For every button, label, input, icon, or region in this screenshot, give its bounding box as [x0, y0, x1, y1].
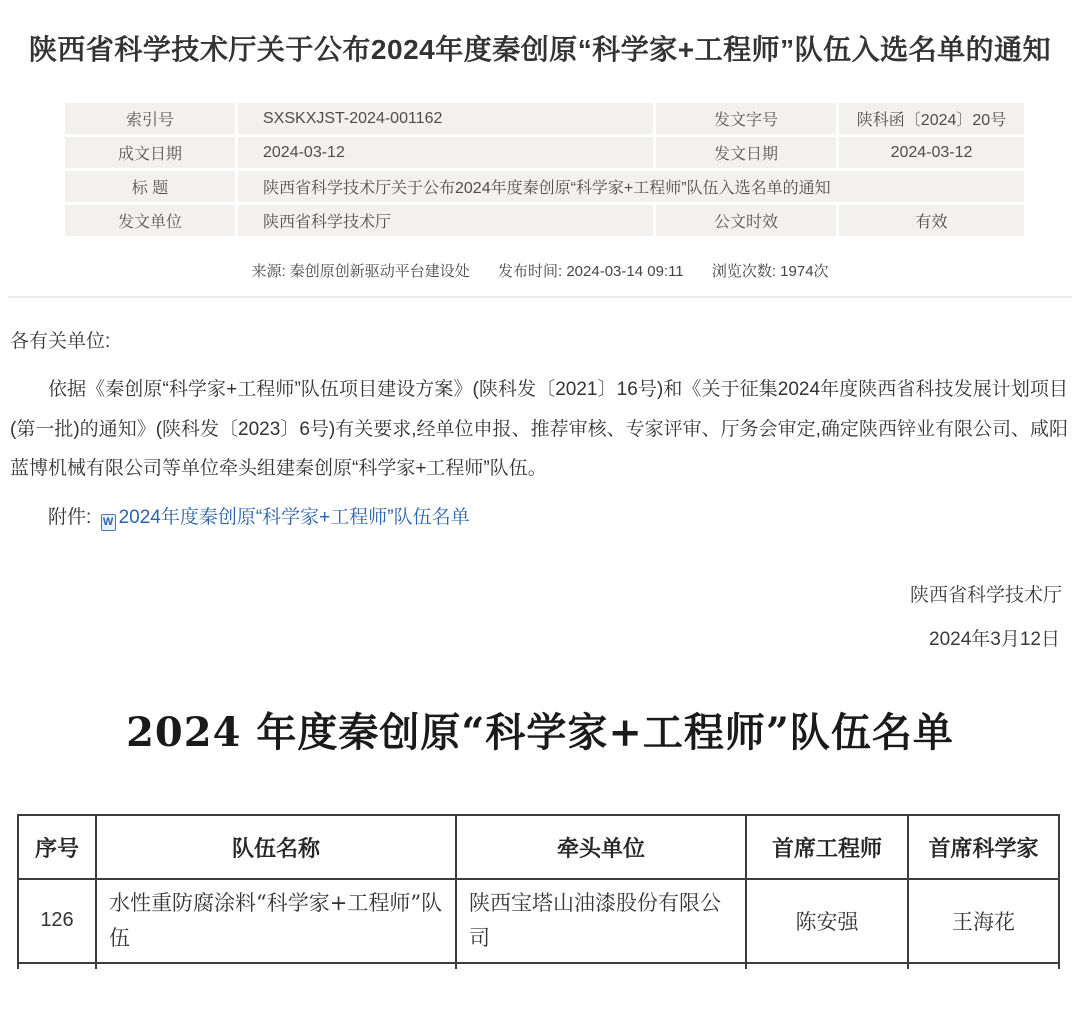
signature-org: 陕西省科学技术厅: [909, 585, 1062, 607]
roster-partial-cell: [456, 963, 746, 969]
header-divider: [8, 296, 1072, 298]
attachment-line: [10, 502, 1068, 534]
roster-cell-chief-scientist: 王海花: [908, 879, 1059, 962]
signature-date: 2024年3月12日: [929, 629, 1060, 651]
roster-partial-cell: [96, 963, 456, 969]
roster-title: 2024 年度秦创原“科学家+工程师”队伍名单: [126, 709, 954, 757]
source-pair: [251, 263, 469, 280]
source-info-line: [0, 260, 1080, 281]
roster-header-chief-engineer: 首席工程师: [746, 815, 908, 879]
signature-block: [0, 580, 1080, 651]
meta-value-index: SXSKXJST-2024-001162: [238, 103, 653, 134]
meta-value-issuer: 陕西省科学技术厅: [238, 205, 653, 236]
word-document-icon: W: [101, 514, 116, 531]
meta-label-doc-number: 发文字号: [656, 103, 836, 134]
meta-label-index: 索引号: [65, 103, 235, 134]
meta-label-validity: 公文时效: [656, 205, 836, 236]
roster-header-team-name: 队伍名称: [96, 815, 456, 879]
roster-partial-cell: [908, 963, 1059, 969]
publish-time-pair: [498, 263, 684, 280]
source-label: 来源:: [251, 263, 286, 280]
document-meta-table: [62, 100, 1027, 239]
meta-value-doc-number: 陕科函〔2024〕20号: [839, 103, 1024, 134]
meta-value-issue-date: 2024-03-12: [839, 137, 1024, 168]
roster-cell-chief-engineer: 陈安强: [746, 879, 908, 962]
document-body: [0, 327, 1080, 534]
meta-label-title: 标 题: [65, 171, 235, 202]
table-row-partial: [18, 963, 1059, 969]
meta-row-issuer: [65, 205, 1024, 236]
roster-header-row: [18, 815, 1059, 879]
roster-header-lead-unit: 牵头单位: [456, 815, 746, 879]
meta-row-index: [65, 103, 1024, 134]
meta-label-issue-date: 发文日期: [656, 137, 836, 168]
attachment-link[interactable]: 2024年度秦创原“科学家+工程师”队伍名单: [118, 506, 470, 528]
meta-label-issuer: 发文单位: [65, 205, 235, 236]
body-paragraph: 依据《秦创原“科学家+工程师”队伍项目建设方案》(陕科发〔2021〕16号)和《关于征集2024年度陕西省科技发展计划项目(第一批)的通知》(陕科发〔2023〕6号)有关要求,经单位申报、推荐审核、专家评审、厅务会审定,确定陕西锌业有限公司、咸阳蓝博机械有限公司等单位牵头组建秦创原“科学家+工程师”队伍。: [10, 379, 1068, 480]
roster-partial-cell: [18, 963, 96, 969]
document-meta-section: [62, 100, 1018, 239]
table-row: [18, 879, 1059, 962]
meta-row-dates: [65, 137, 1024, 168]
publish-time-value: 2024-03-14 09:11: [566, 263, 684, 280]
views-label: 浏览次数:: [711, 263, 776, 280]
meta-row-title: [65, 171, 1024, 202]
salutation: 各有关单位:: [10, 331, 111, 352]
meta-value-written-date: 2024-03-12: [238, 137, 653, 168]
roster-header-index: 序号: [18, 815, 96, 879]
roster-table: [17, 814, 1060, 968]
roster-cell-index: 126: [18, 879, 96, 962]
meta-label-written-date: 成文日期: [65, 137, 235, 168]
views-pair: [712, 263, 829, 280]
roster-cell-lead-unit: 陕西宝塔山油漆股份有限公司: [456, 879, 746, 962]
page-title: 陕西省科学技术厅关于公布2024年度秦创原“科学家+工程师”队伍入选名单的通知: [28, 34, 1052, 65]
meta-value-title: 陕西省科学技术厅关于公布2024年度秦创原“科学家+工程师”队伍入选名单的通知: [238, 171, 1024, 202]
roster-cell-team-name: 水性重防腐涂料“科学家+工程师”队伍: [96, 879, 456, 962]
roster-partial-cell: [746, 963, 908, 969]
attachment-label: 附件:: [48, 506, 92, 528]
roster-header-chief-scientist: 首席科学家: [908, 815, 1059, 879]
publish-time-label: 发布时间:: [497, 263, 563, 280]
meta-value-validity: 有效: [839, 205, 1024, 236]
source-value: 秦创原创新驱动平台建设处: [289, 263, 470, 280]
views-value: 1974次: [780, 263, 829, 280]
